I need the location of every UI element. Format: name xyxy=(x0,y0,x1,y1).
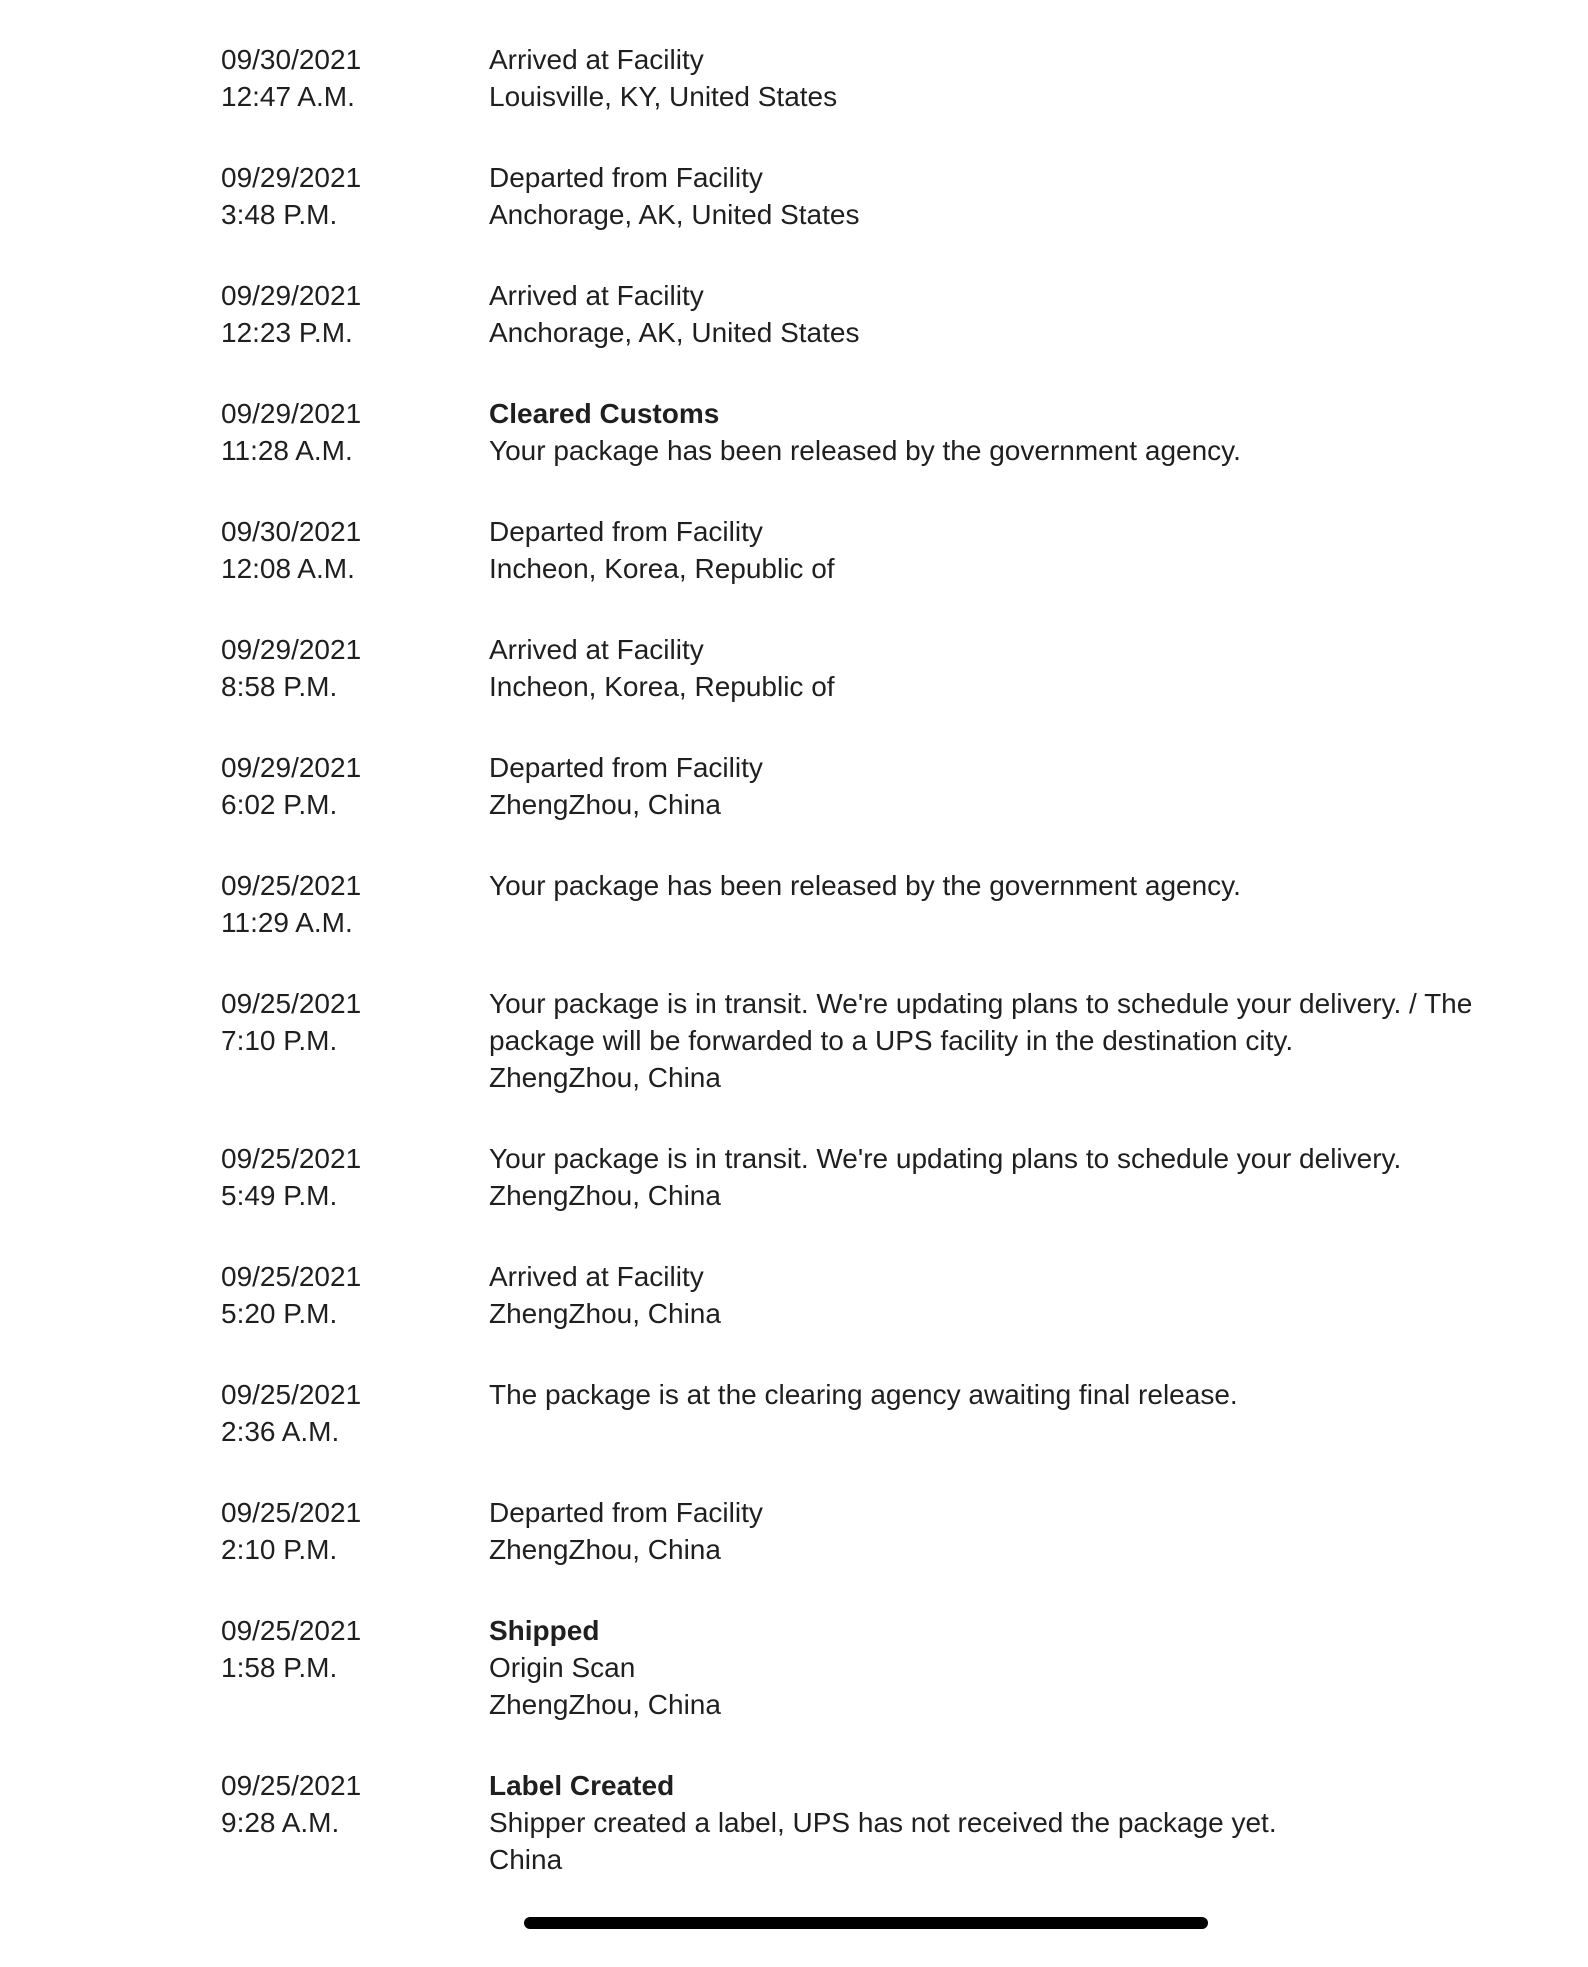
event-date: 09/25/2021 xyxy=(221,1770,362,1801)
event-timestamp xyxy=(221,513,489,587)
event-detail: Origin Scan xyxy=(489,1652,636,1683)
event-details xyxy=(489,1140,1521,1214)
tracking-event xyxy=(221,277,1521,351)
event-date: 09/25/2021 xyxy=(221,1379,362,1410)
event-timestamp xyxy=(221,1767,489,1841)
event-details xyxy=(489,867,1521,904)
event-details xyxy=(489,1767,1521,1878)
event-date: 09/29/2021 xyxy=(221,752,362,783)
event-location: ZhengZhou, China xyxy=(489,1298,721,1329)
event-details xyxy=(489,41,1521,115)
tracking-event xyxy=(221,159,1521,233)
event-detail: Shipper created a label, UPS has not received the package yet. xyxy=(489,1807,1277,1838)
event-timestamp xyxy=(221,985,489,1059)
home-indicator-bar[interactable] xyxy=(524,1917,1208,1929)
event-status: Departed from Facility xyxy=(489,516,763,547)
event-details xyxy=(489,631,1521,705)
event-time: 5:49 P.M. xyxy=(221,1180,338,1211)
event-time: 11:28 A.M. xyxy=(221,435,353,466)
event-status: Arrived at Facility xyxy=(489,280,704,311)
event-location: Incheon, Korea, Republic of xyxy=(489,671,835,702)
event-timestamp xyxy=(221,1494,489,1568)
event-status: Arrived at Facility xyxy=(489,44,704,75)
event-time: 7:10 P.M. xyxy=(221,1025,338,1056)
tracking-history-list xyxy=(221,41,1521,1922)
event-status: Your package is in transit. We're updating plans to schedule your delivery. / The package will be forwarded to a UPS facility in the destination city. xyxy=(489,988,1473,1056)
event-detail: Your package has been released by the government agency. xyxy=(489,435,1241,466)
event-details xyxy=(489,395,1521,469)
event-date: 09/25/2021 xyxy=(221,988,362,1019)
event-timestamp xyxy=(221,749,489,823)
tracking-event xyxy=(221,395,1521,469)
tracking-event xyxy=(221,631,1521,705)
event-location: ZhengZhou, China xyxy=(489,1534,721,1565)
event-time: 12:23 P.M. xyxy=(221,317,353,348)
event-time: 6:02 P.M. xyxy=(221,789,338,820)
tracking-event xyxy=(221,41,1521,115)
event-date: 09/25/2021 xyxy=(221,1497,362,1528)
event-time: 12:47 A.M. xyxy=(221,81,355,112)
event-location: ZhengZhou, China xyxy=(489,789,721,820)
event-status: Arrived at Facility xyxy=(489,1261,704,1292)
event-date: 09/29/2021 xyxy=(221,398,362,429)
tracking-event xyxy=(221,1612,1521,1723)
event-time: 1:58 P.M. xyxy=(221,1652,338,1683)
event-status: Departed from Facility xyxy=(489,1497,763,1528)
event-status: Cleared Customs xyxy=(489,398,720,429)
event-details xyxy=(489,159,1521,233)
event-timestamp xyxy=(221,867,489,941)
event-status: Your package has been released by the government agency. xyxy=(489,870,1241,901)
event-timestamp xyxy=(221,395,489,469)
tracking-event xyxy=(221,985,1521,1096)
event-status: Departed from Facility xyxy=(489,162,763,193)
event-details xyxy=(489,1612,1521,1723)
event-status: Label Created xyxy=(489,1770,675,1801)
event-details xyxy=(489,1258,1521,1332)
event-details xyxy=(489,1494,1521,1568)
tracking-event xyxy=(221,1494,1521,1568)
event-details xyxy=(489,513,1521,587)
event-time: 2:10 P.M. xyxy=(221,1534,338,1565)
event-date: 09/25/2021 xyxy=(221,1261,362,1292)
event-location: Incheon, Korea, Republic of xyxy=(489,553,835,584)
event-location: Anchorage, AK, United States xyxy=(489,199,860,230)
event-location: China xyxy=(489,1844,563,1875)
event-date: 09/25/2021 xyxy=(221,1143,362,1174)
event-details xyxy=(489,749,1521,823)
event-time: 9:28 A.M. xyxy=(221,1807,340,1838)
event-location: ZhengZhou, China xyxy=(489,1689,721,1720)
event-location: Louisville, KY, United States xyxy=(489,81,838,112)
event-date: 09/30/2021 xyxy=(221,516,362,547)
event-status: Arrived at Facility xyxy=(489,634,704,665)
event-time: 11:29 A.M. xyxy=(221,907,353,938)
tracking-event xyxy=(221,1258,1521,1332)
event-location: ZhengZhou, China xyxy=(489,1062,721,1093)
event-timestamp xyxy=(221,1376,489,1450)
event-date: 09/29/2021 xyxy=(221,280,362,311)
event-location: Anchorage, AK, United States xyxy=(489,317,860,348)
event-status: Your package is in transit. We're updating plans to schedule your delivery. xyxy=(489,1143,1402,1174)
event-details xyxy=(489,985,1521,1096)
event-time: 3:48 P.M. xyxy=(221,199,338,230)
event-timestamp xyxy=(221,1258,489,1332)
event-status: Shipped xyxy=(489,1615,600,1646)
event-timestamp xyxy=(221,1140,489,1214)
event-timestamp xyxy=(221,41,489,115)
tracking-event xyxy=(221,1376,1521,1450)
event-location: ZhengZhou, China xyxy=(489,1180,721,1211)
event-timestamp xyxy=(221,277,489,351)
event-time: 12:08 A.M. xyxy=(221,553,355,584)
tracking-event xyxy=(221,1767,1521,1878)
event-details xyxy=(489,1376,1521,1413)
event-date: 09/25/2021 xyxy=(221,1615,362,1646)
event-date: 09/25/2021 xyxy=(221,870,362,901)
event-timestamp xyxy=(221,631,489,705)
event-timestamp xyxy=(221,159,489,233)
tracking-event xyxy=(221,513,1521,587)
tracking-event xyxy=(221,749,1521,823)
tracking-event xyxy=(221,1140,1521,1214)
tracking-event xyxy=(221,867,1521,941)
event-details xyxy=(489,277,1521,351)
event-status: The package is at the clearing agency awaiting final release. xyxy=(489,1379,1238,1410)
event-timestamp xyxy=(221,1612,489,1686)
event-date: 09/30/2021 xyxy=(221,44,362,75)
event-status: Departed from Facility xyxy=(489,752,763,783)
event-time: 2:36 A.M. xyxy=(221,1416,340,1447)
event-date: 09/29/2021 xyxy=(221,162,362,193)
event-time: 5:20 P.M. xyxy=(221,1298,338,1329)
event-time: 8:58 P.M. xyxy=(221,671,338,702)
event-date: 09/29/2021 xyxy=(221,634,362,665)
